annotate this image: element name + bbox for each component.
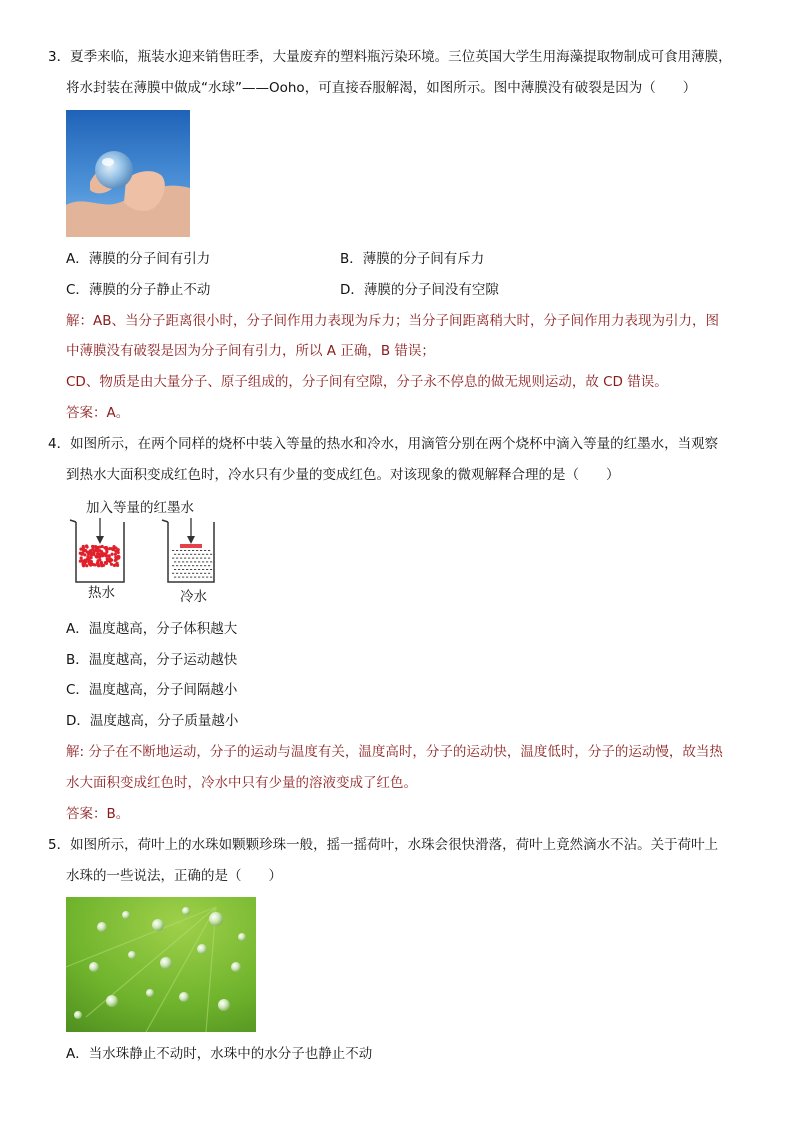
q3-option-d: D．薄膜的分子间没有空隙: [340, 282, 499, 298]
cold-water-particle: [180, 558, 182, 559]
cold-water-particle: [208, 565, 210, 566]
red-ink-particle: [114, 550, 117, 553]
cold-water-particle: [174, 554, 176, 555]
cold-water-particle: [204, 573, 206, 574]
cold-water-particle: [192, 558, 194, 559]
q3-stem-line2: 将水封装在薄膜中做成“水球”——Ooho，可直接吞服解渴，如图所示。图中薄膜没有破裂是因为（ ）: [66, 80, 697, 96]
water-drop: [146, 989, 154, 997]
water-drop: [74, 1011, 82, 1019]
cold-water-particle: [174, 561, 176, 562]
cold-water-particle: [176, 558, 178, 559]
water-drop: [238, 933, 246, 941]
water-drop: [128, 951, 136, 959]
water-drop: [152, 919, 164, 931]
q3-option-c: C．薄膜的分子静止不动: [66, 282, 211, 298]
q4-stem-line2: 到热水大面积变成红色时，冷水只有少量的变成红色。对该现象的微观解释合理的是（ ）: [66, 467, 620, 483]
cold-water-particle: [208, 550, 210, 551]
cold-water-particle: [178, 554, 180, 555]
red-ink-particle: [92, 551, 95, 554]
water-drop: [197, 944, 207, 954]
cold-water-particle: [180, 550, 182, 551]
cold-water-particle: [190, 569, 192, 570]
red-ink-particle: [94, 563, 97, 566]
cold-water-particle: [198, 561, 200, 562]
cold-water-particle: [192, 550, 194, 551]
cold-water-particle: [196, 573, 198, 574]
red-ink-particle: [91, 563, 94, 566]
q5-option-a: A．当水珠静止不动时，水珠中的水分子也静止不动: [66, 1046, 373, 1062]
cold-water-particle: [210, 554, 212, 555]
cold-water-particle: [172, 565, 174, 566]
cold-water-particle: [176, 565, 178, 566]
red-ink-particle: [80, 552, 83, 555]
cold-water-particle: [194, 577, 196, 578]
water-drop: [182, 907, 190, 915]
cold-water-particle: [204, 558, 206, 559]
cold-water-particle: [188, 573, 190, 574]
q3-option-a: A．薄膜的分子间有引力: [66, 251, 211, 267]
red-ink-particle: [94, 545, 97, 548]
water-drop: [179, 992, 189, 1002]
water-drop: [122, 911, 130, 919]
water-ball-photo: [66, 110, 190, 237]
q4-option-b: B．温度越高，分子运动越快: [66, 652, 238, 668]
cold-water-particle: [172, 573, 174, 574]
q4-solution-line2: 水大面积变成红色时，冷水中只有少量的溶液变成了红色。: [66, 775, 417, 791]
red-ink-particle: [105, 548, 108, 551]
cold-water-particle: [200, 550, 202, 551]
red-ink-particle: [107, 557, 110, 560]
cold-water-particle: [196, 550, 198, 551]
beaker-figure: [66, 518, 226, 586]
q3-stem-line1: 3．夏季来临，瓶装水迎来销售旺季，大量废弃的塑料瓶污染环境。三位英国大学生用海藻提取物制成可食用薄膜，: [48, 49, 732, 65]
q3-solution-line1: 解：AB、当分子距离很小时，分子间作用力表现为斥力；当分子间距离稍大时，分子间作用力表现为引力，图: [66, 313, 719, 329]
red-ink-particle: [97, 555, 100, 558]
q4-option-a: A．温度越高，分子体积越大: [66, 621, 238, 637]
red-ink-particle: [104, 561, 107, 564]
cold-water-particle: [188, 565, 190, 566]
red-ink-particle: [110, 559, 113, 562]
cold-water-particle: [188, 550, 190, 551]
figure-right-label: 冷水: [180, 589, 207, 605]
water-drop: [160, 957, 172, 969]
cold-water-particle: [184, 573, 186, 574]
cold-water-particle: [184, 550, 186, 551]
cold-water-particle: [174, 569, 176, 570]
cold-water-particle: [210, 561, 212, 562]
cold-water-particle: [182, 561, 184, 562]
cold-water-particle: [210, 569, 212, 570]
q4-solution-line1: 解: 分子在不断地运动，分子的运动与温度有关，温度高时，分子的运动快，温度低时，分子的运动慢，故当热: [66, 744, 723, 760]
cold-water-particle: [202, 561, 204, 562]
cold-water-particle: [202, 569, 204, 570]
cold-water-particle: [198, 554, 200, 555]
cold-water-particle: [194, 554, 196, 555]
cold-water-particle: [202, 577, 204, 578]
q3-solution-line3: CD、物质是由大量分子、原子组成的，分子间有空隙，分子永不停息的做无规则运动，故 CD 错误。: [66, 374, 668, 390]
cold-water-particle: [174, 577, 176, 578]
red-ink-particle: [89, 556, 92, 559]
cold-water-particle: [176, 550, 178, 551]
cold-water-particle: [198, 569, 200, 570]
water-drop: [218, 999, 230, 1011]
q3-option-b: B．薄膜的分子间有斥力: [340, 251, 485, 267]
red-ink-particle: [112, 548, 115, 551]
water-drop: [97, 922, 107, 932]
cold-water-particle: [182, 577, 184, 578]
cold-water-particle: [188, 558, 190, 559]
cold-water-particle: [190, 561, 192, 562]
cold-water-particle: [206, 554, 208, 555]
cold-water-particle: [196, 558, 198, 559]
red-ink-particle: [80, 556, 83, 559]
q3-solution-line2: 中薄膜没有破裂是因为分子间有引力，所以 A 正确，B 错误；: [66, 343, 435, 359]
cold-water-particle: [186, 561, 188, 562]
red-ink-particle: [100, 550, 103, 553]
water-drop: [106, 995, 118, 1007]
red-ink-particle: [86, 550, 89, 553]
cold-water-particle: [204, 550, 206, 551]
q3-answer: 答案：A。: [66, 405, 130, 421]
cold-water-particle: [178, 561, 180, 562]
cold-water-particle: [190, 554, 192, 555]
cold-water-particle: [186, 577, 188, 578]
red-ink-particle: [102, 552, 105, 555]
cold-water-particle: [184, 558, 186, 559]
red-ink-particle: [84, 559, 87, 562]
q5-stem-line1: 5．如图所示，荷叶上的水珠如颗颗珍珠一般，摇一摇荷叶，水珠会很快滑落，荷叶上竟然滴水不沾。关于荷叶上: [48, 837, 719, 853]
figure-left-label: 热水: [88, 585, 115, 601]
cold-water-particle: [200, 573, 202, 574]
red-ink-particle: [111, 553, 114, 556]
cold-water-particle: [182, 554, 184, 555]
red-ink-particle: [97, 564, 100, 567]
cold-water-particle: [180, 573, 182, 574]
cold-water-particle: [182, 569, 184, 570]
water-drop: [89, 962, 99, 972]
cold-water-particle: [206, 577, 208, 578]
figure-top-label: 加入等量的红墨水: [86, 500, 194, 516]
red-ink-particle: [108, 554, 111, 557]
red-ink-particle: [114, 553, 117, 556]
lotus-leaf-photo: [66, 897, 256, 1032]
q4-option-c: C．温度越高，分子间隔越小: [66, 682, 238, 698]
q4-answer: 答案：B。: [66, 806, 130, 822]
cold-water-particle: [194, 561, 196, 562]
q4-option-d: D．温度越高，分子质量越小: [66, 713, 239, 729]
cold-water-particle: [180, 565, 182, 566]
red-ink-particle: [102, 564, 105, 567]
cold-water-particle: [184, 565, 186, 566]
cold-water-particle: [208, 558, 210, 559]
water-drop: [209, 912, 223, 926]
red-ink-particle: [112, 545, 115, 548]
cold-water-particle: [200, 565, 202, 566]
red-ink-particle: [85, 544, 88, 547]
cold-water-particle: [192, 565, 194, 566]
cold-water-particle: [178, 577, 180, 578]
cold-water-particle: [210, 577, 212, 578]
cold-water-particle: [190, 577, 192, 578]
cold-water-particle: [206, 569, 208, 570]
cold-water-particle: [186, 569, 188, 570]
cold-water-particle: [202, 554, 204, 555]
water-drop: [231, 962, 241, 972]
red-ink-particle: [117, 557, 120, 560]
cold-water-particle: [200, 558, 202, 559]
cold-water-particle: [186, 554, 188, 555]
red-ink-particle: [98, 558, 101, 561]
red-ink-particle: [82, 549, 85, 552]
cold-water-particle: [172, 550, 174, 551]
red-ink-particle: [114, 563, 117, 566]
q4-stem-line1: 4．如图所示，在两个同样的烧杯中装入等量的热水和冷水，用滴管分别在两个烧杯中滴入等量的红墨水，当观察: [48, 436, 719, 452]
cold-water-particle: [196, 565, 198, 566]
cold-water-particle: [198, 577, 200, 578]
cold-water-particle: [172, 558, 174, 559]
cold-water-particle: [194, 569, 196, 570]
cold-water-particle: [178, 569, 180, 570]
cold-water-particle: [206, 561, 208, 562]
cold-water-particle: [208, 573, 210, 574]
red-ink-particle: [83, 562, 86, 565]
cold-water-particle: [176, 573, 178, 574]
cold-water-particle: [204, 565, 206, 566]
red-ink-particle: [91, 548, 94, 551]
cold-water-particle: [192, 573, 194, 574]
q5-stem-line2: 水珠的一些说法，正确的是（ ）: [66, 868, 282, 884]
